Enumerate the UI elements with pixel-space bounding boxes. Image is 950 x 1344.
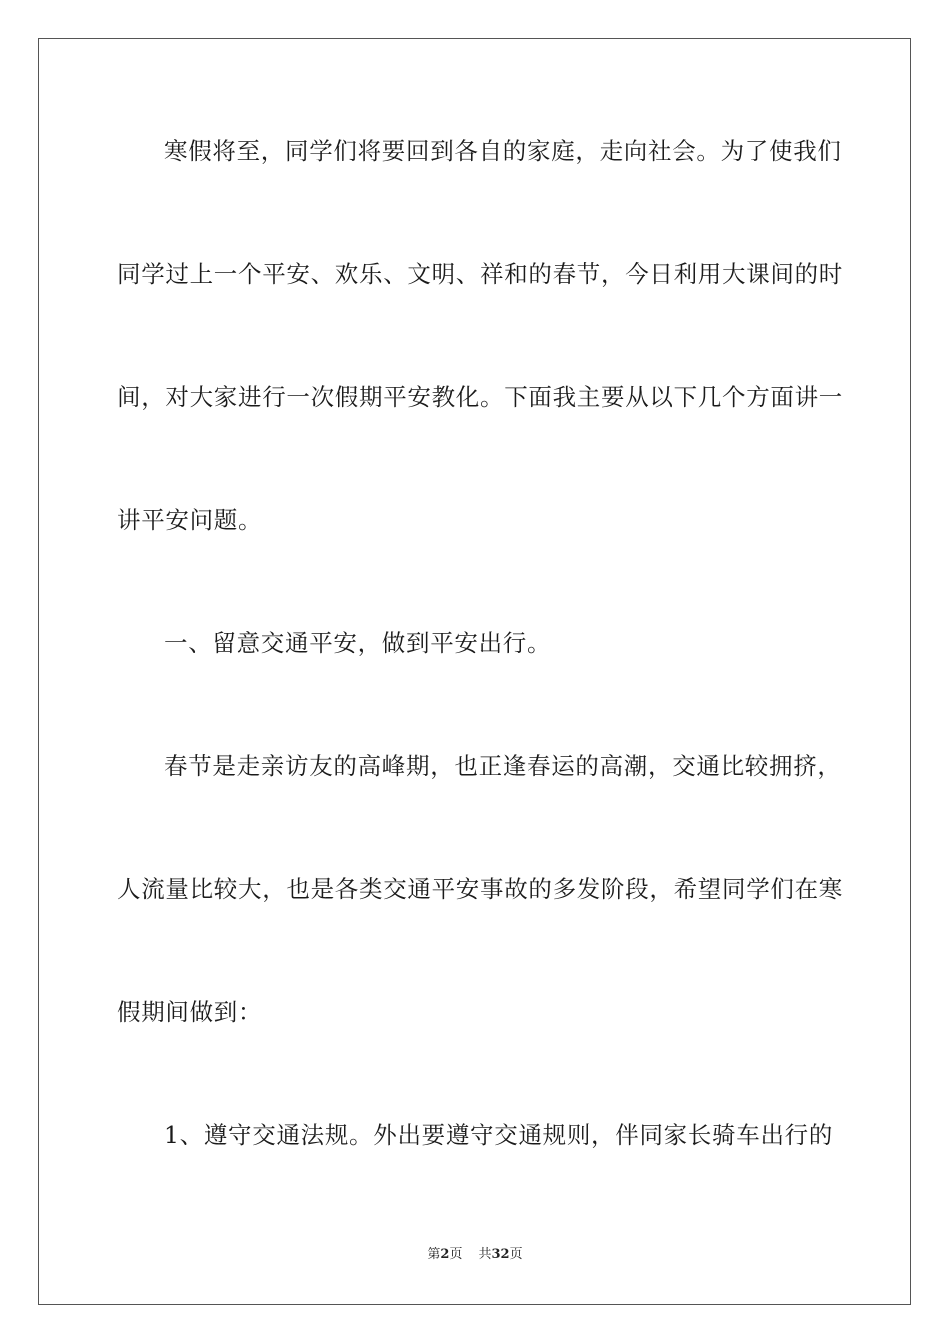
section-heading: 一、留意交通平安，做到平安出行。 <box>164 629 552 657</box>
page-number: 2 <box>440 1247 450 1262</box>
total-prefix: 共 <box>478 1247 492 1262</box>
paragraph-line: 假期间做到： <box>117 998 263 1026</box>
total-suffix: 页 <box>509 1247 523 1262</box>
page-footer <box>0 1247 950 1263</box>
total-pages: 32 <box>491 1247 510 1262</box>
page-suffix: 页 <box>449 1247 463 1262</box>
total-pages-indicator <box>478 1247 522 1262</box>
paragraph-line: 寒假将至，同学们将要回到各自的家庭，走向社会。为了使我们 <box>164 137 842 165</box>
page-prefix: 第 <box>427 1247 441 1262</box>
paragraph-line: 讲平安问题。 <box>117 506 263 534</box>
paragraph-line: 1、遵守交通法规。外出要遵守交通规则，伴同家长骑车出行的 <box>164 1121 834 1149</box>
paragraph-line: 间，对大家进行一次假期平安教化。下面我主要从以下几个方面讲一 <box>117 383 843 411</box>
page-indicator <box>427 1247 462 1262</box>
paragraph-line: 同学过上一个平安、欢乐、文明、祥和的春节，今日利用大课间的时 <box>117 260 843 288</box>
page-border <box>38 38 911 1305</box>
paragraph-line: 春节是走亲访友的高峰期，也正逢春运的高潮，交通比较拥挤， <box>164 752 842 780</box>
paragraph-line: 人流量比较大，也是各类交通平安事故的多发阶段，希望同学们在寒 <box>117 875 843 903</box>
